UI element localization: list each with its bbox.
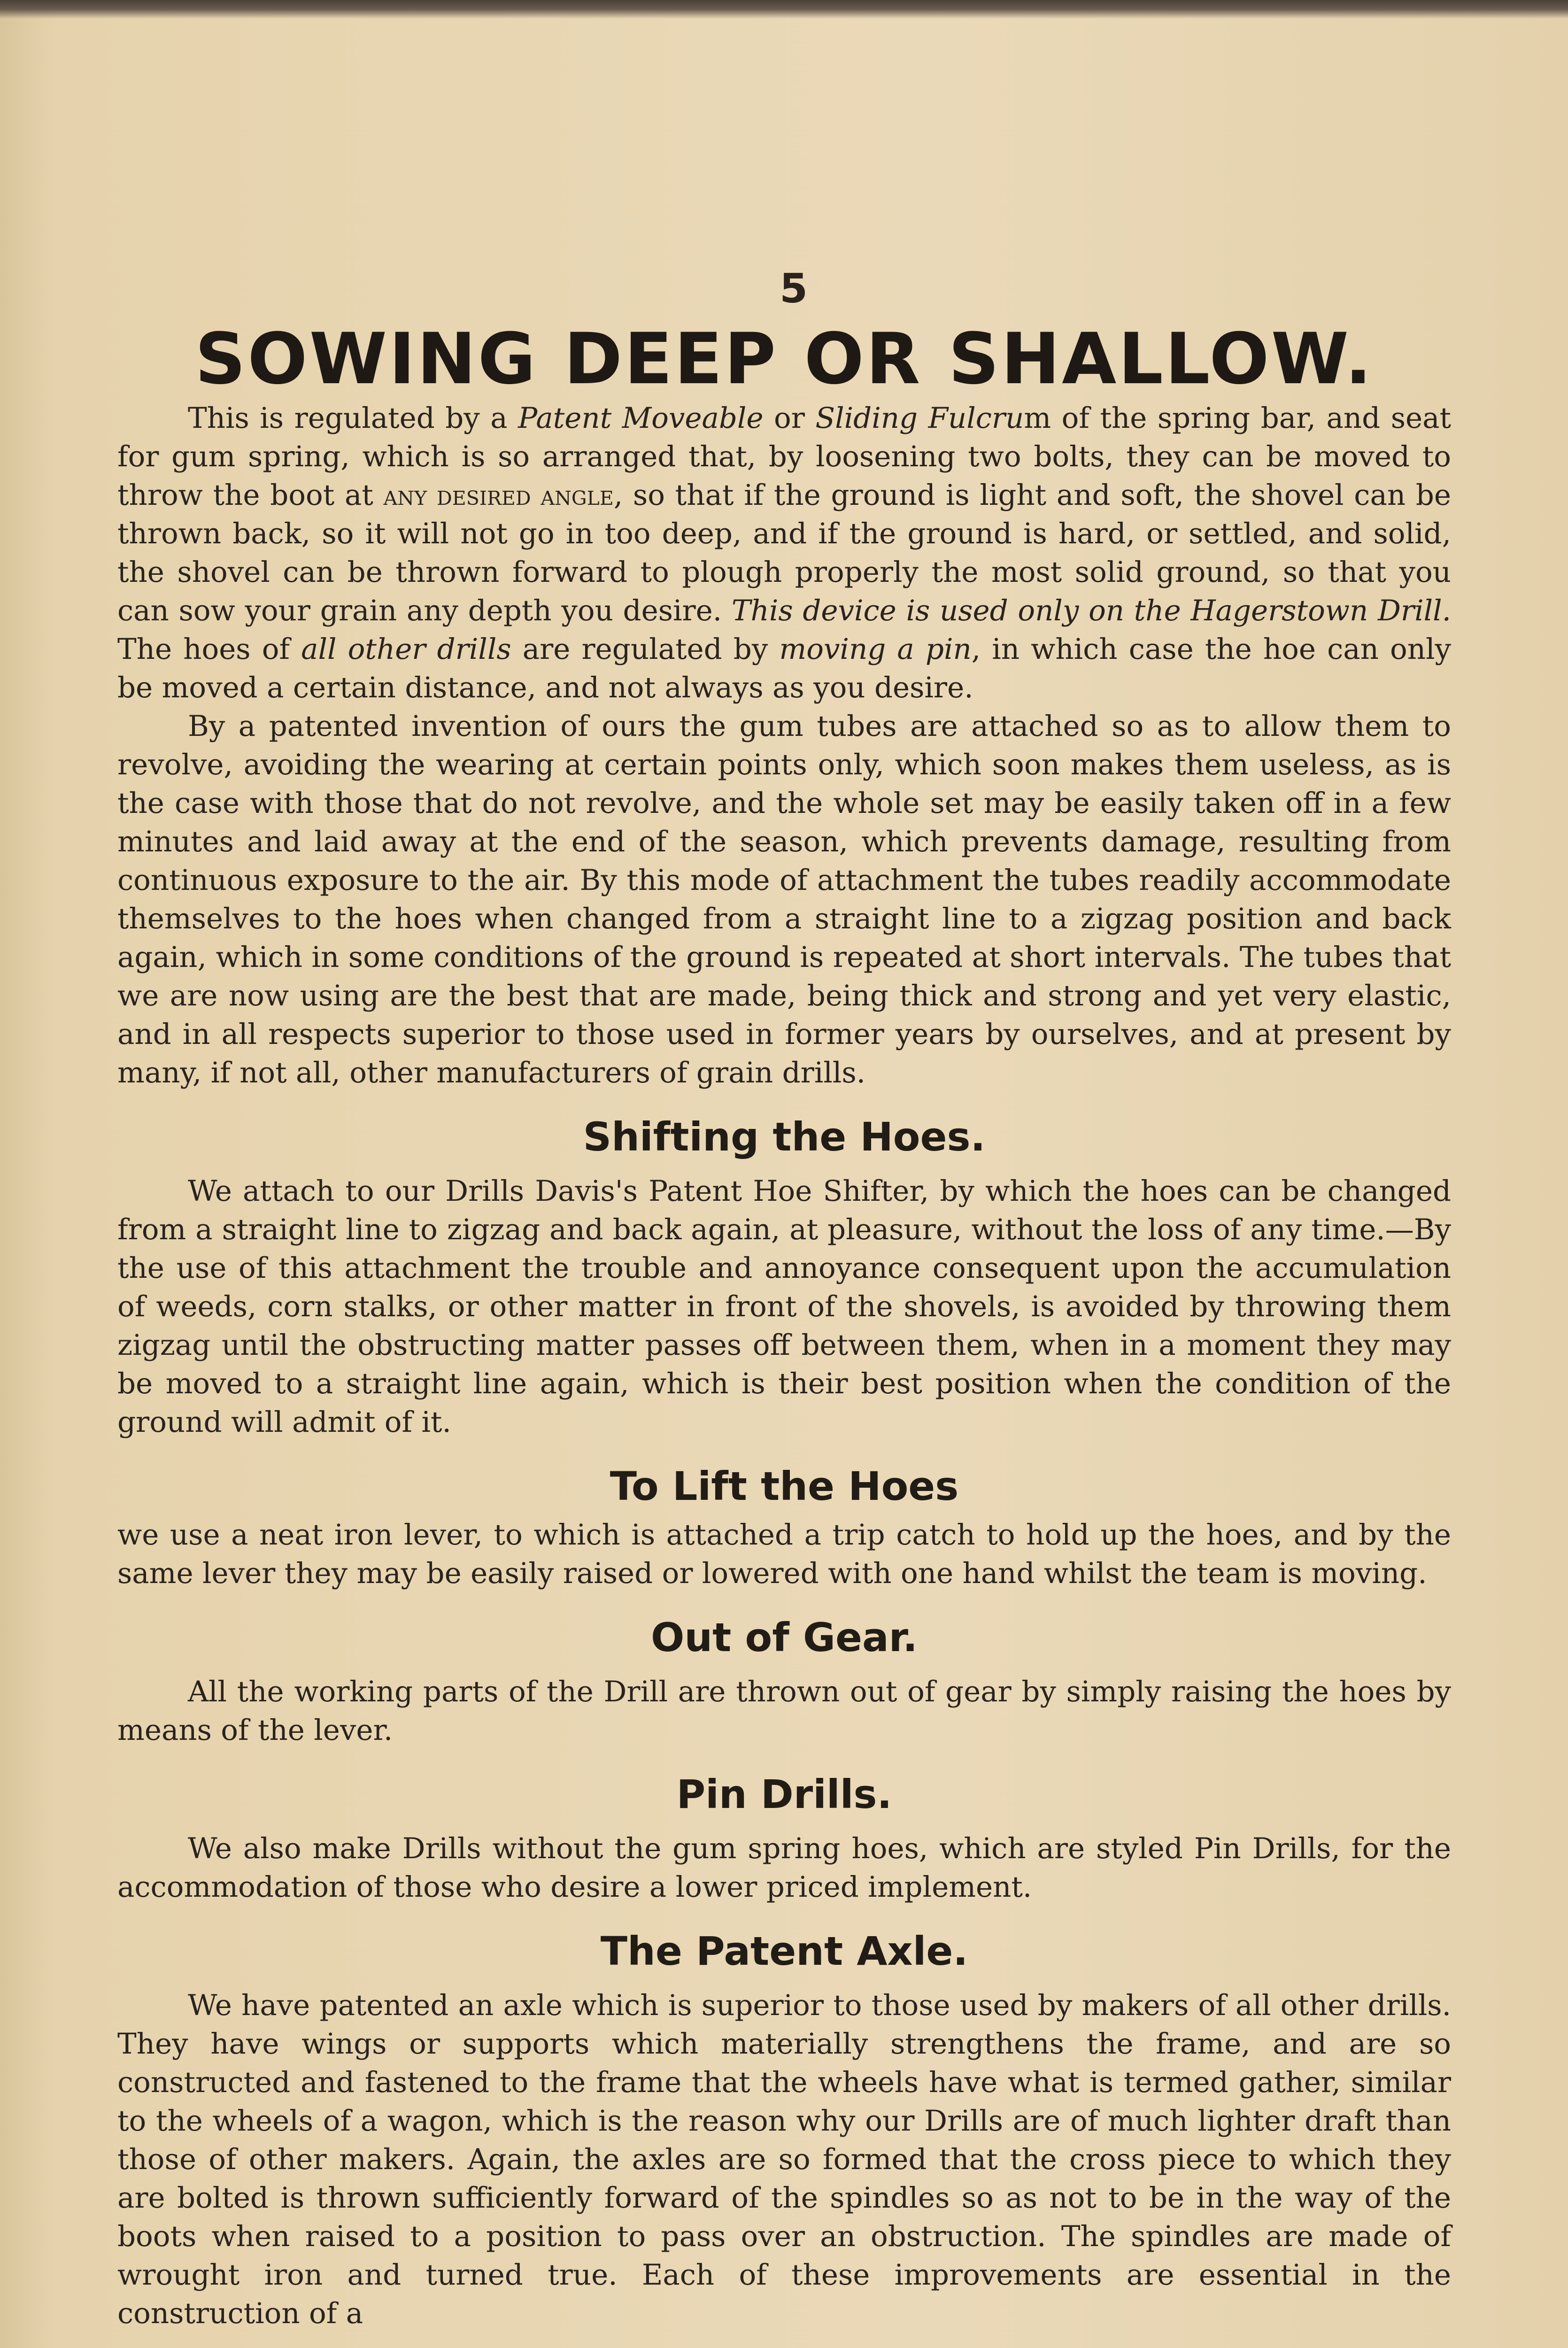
section-heading-axle: The Patent Axle.	[600, 1928, 968, 1974]
sowing-text: , in which case the hoe can only be moved a certain distance, and not always as you desire.	[117, 633, 1452, 704]
document-page	[117, 263, 1451, 2333]
sowing-text: , so that if the ground is light and soft, the shovel can be thrown back, so it will not go in too deep, and if the ground is hard, or settled, and solid, the shovel can be thrown forward to plough properly the most solid ground, so that you can sow your grain any depth you desire.	[117, 479, 1451, 627]
axle-paragraph: We have patented an axle which is superior to those used by makers of all other drills. They have wings or supports which materially strengthens the frame, and are so constructed and fastened to the frame that the wheels have what is termed gather, similar to the wheels of a wagon, which is the reason why our Drills are of much lighter draft than those of other makers. Again, the axles are so formed that the cross piece to which they are bolted is thrown sufficiently forward of the spindles so as not to be in the way of the boots when raised to a position to pass over an obstruction. The spindles are made of wrought iron and turned true. Each of these improvements are essential in the construction of a	[117, 1989, 1451, 2330]
section-heading-gear: Out of Gear.	[650, 1614, 918, 1661]
sowing-text: This is regulated by a	[188, 402, 518, 435]
sowing-text: The hoes of	[117, 633, 301, 666]
sowing-paragraph-2: By a patented invention of ours the gum tubes are attached so as to allow them to revolve, avoiding the wearing at certain points only, which soon makes them useless, as is the case with those that do not revolve, and the whole set may be easily taken off in a few minutes and laid away at the end of the season, which prevents damage, resulting from continuous exposure to the air. By this mode of attachment the tubes readily accommodate themselves to the hoes when changed from a straight line to a zigzag position and back again, which in some conditions of the ground is repeated at short intervals. The tubes that we are now using are the best that are made, being thick and strong and yet very elastic, and in all respects superior to those used in former years by ourselves, and at present by many, if not all, other manufacturers of grain drills.	[117, 710, 1451, 1089]
sowing-text: m of the spring bar, and seat for gum spring, which is so arranged that, by loosening two bolts, they can be moved to throw the boot at	[117, 402, 1451, 512]
pin-paragraph: We also make Drills without the gum spring hoes, which are styled Pin Drills, for the accommodation of those who desire a lower priced implement.	[117, 1832, 1451, 1904]
sowing-italic: Patent Moveable	[518, 402, 764, 435]
section-heading-pin: Pin Drills.	[676, 1771, 892, 1817]
gear-paragraph: All the working parts of the Drill are thrown out of gear by simply raising the hoes by means of the lever.	[117, 1675, 1451, 1747]
sowing-small-caps: any desired angle	[383, 479, 614, 511]
sowing-italic: Sliding Fulcru	[815, 402, 1024, 435]
shifting-paragraph: We attach to our Drills Davis's Patent Hoe Shifter, by which the hoes can be changed from a straight line to zigzag and back again, at pleasure, without the loss of any time.—By the use of this attachment the trouble and annoyance consequent upon the accumulation of weeds, corn stalks, or other matter in front of the shovels, is avoided by throwing them zigzag until the obstructing matter passes off between them, when in a moment they may be moved to a straight line again, which is their best position when the condition of the ground will admit of it.	[117, 1174, 1451, 1439]
section-heading-lift: To Lift the Hoes	[610, 1463, 959, 1509]
page-title: SOWING DEEP OR SHALLOW.	[195, 318, 1374, 400]
sowing-italic: This device is used only on the Hagerstown Drill.	[731, 594, 1451, 627]
sowing-italic: moving a pin	[779, 633, 972, 666]
page-top-edge	[0, 0, 1568, 19]
sowing-text: are regulated by	[511, 633, 780, 666]
sowing-text: or	[763, 402, 816, 435]
sowing-paragraph-1	[117, 399, 1451, 707]
lift-paragraph: we use a neat iron lever, to which is attached a trip catch to hold up the hoes, and by the same lever they may be easily raised or lowered with one hand whilst the team is moving.	[117, 1518, 1451, 1590]
section-heading-shifting: Shifting the Hoes.	[583, 1114, 986, 1160]
page-number: 5	[780, 265, 808, 312]
sowing-italic: all other drills	[301, 633, 511, 666]
